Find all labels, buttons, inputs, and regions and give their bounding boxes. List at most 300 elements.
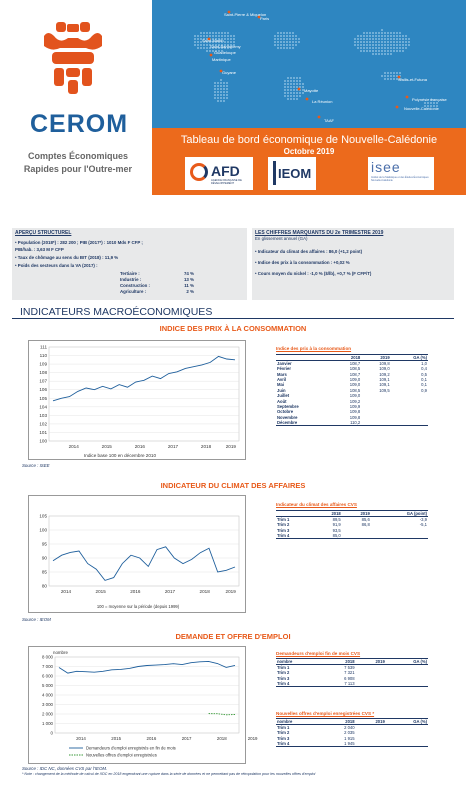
emploi-source: Source : IDC NC, données CVS par l'IEOM. (22, 766, 108, 771)
map-dot (405, 44, 407, 46)
map-dot (226, 85, 228, 87)
map-label: Saint-Barthélemy (210, 44, 241, 49)
table-cell: 2 035 (344, 730, 355, 736)
x-tick-label: 2018 (216, 736, 227, 741)
map-dot (369, 32, 371, 34)
map-dot (221, 35, 223, 37)
column-header: GA (%) (386, 659, 428, 665)
map-dot (296, 92, 298, 94)
map-label: Mayotte (304, 88, 319, 93)
table-cell: 109,5 (379, 387, 390, 393)
table-cell: Trim 1 (277, 725, 290, 730)
map-dot (387, 41, 389, 43)
map-dot (372, 41, 374, 43)
map-dot (230, 35, 232, 37)
table-cell: 109,2 (379, 371, 390, 377)
map-dot (289, 35, 291, 37)
map-dot (360, 35, 362, 37)
map-dot (292, 35, 294, 37)
map-dot (296, 80, 298, 82)
map-dot (393, 44, 395, 46)
map-dot (283, 47, 285, 49)
map-dot (378, 35, 380, 37)
x-tick-label: 2017 (167, 444, 179, 449)
map-dot (221, 32, 223, 34)
map-dot (296, 83, 298, 85)
map-dot (296, 86, 298, 88)
map-dot (372, 53, 374, 55)
table-cell (391, 420, 428, 426)
column-header: 2018 (332, 355, 361, 361)
map-dot (363, 38, 365, 40)
map-dot (214, 97, 216, 99)
map-dot (366, 44, 368, 46)
table-cell: Mai (277, 382, 284, 388)
map-dot (224, 32, 226, 34)
map-dot (223, 91, 225, 93)
map-dot (396, 35, 398, 37)
map-dot (284, 92, 286, 94)
map-dot (290, 89, 292, 91)
sector-row: Construction : 11 % (120, 283, 194, 288)
table-cell: Trim 2 (277, 670, 290, 676)
map-dot (295, 41, 297, 43)
map-dot (286, 32, 288, 34)
map-dot (384, 72, 386, 74)
map-dot (366, 32, 368, 34)
map-marker (318, 116, 321, 119)
table-cell: 85,0 (313, 533, 342, 539)
map-dot (402, 47, 404, 49)
brand-subtitle-line-2: Rapides pour l'Outre-mer (23, 164, 133, 174)
map-dot (274, 44, 276, 46)
map-label: Guadeloupe (214, 50, 236, 55)
map-dot (280, 32, 282, 34)
table-cell: 108,5 (349, 366, 361, 372)
chiffres-item: • Indicateur du climat des affaires : 86,0 (+1,2 point) (255, 249, 363, 254)
table-cell: 109,0 (349, 376, 361, 382)
isee-logo-text: isee (371, 159, 401, 175)
ieom-logo (268, 157, 316, 190)
emploi-table1-title: Demandeurs d'emploi fin de mois CVS (276, 651, 361, 656)
table-cell: Décembre (276, 420, 332, 426)
map-dot (399, 41, 401, 43)
map-dot (378, 38, 380, 40)
map-dot (375, 53, 377, 55)
apercu-item-text: Taux de chômage au sens du BIT (2018) : 11,9 % (17, 255, 119, 260)
table-cell: 109,1 (379, 376, 390, 382)
map-dot (226, 88, 228, 90)
map-dot (375, 38, 377, 40)
table-row (276, 533, 428, 539)
map-dot (366, 47, 368, 49)
apercu-box (12, 228, 247, 300)
table-cell: -5,1 (419, 522, 427, 528)
map-dot (284, 86, 286, 88)
map-dot (375, 44, 377, 46)
map-label: Guyane (222, 70, 237, 75)
y-tick-label: 7 000 (42, 664, 53, 669)
map-dot (280, 38, 282, 40)
table-cell: 1,0 (421, 361, 427, 366)
map-dot (283, 41, 285, 43)
map-dot (224, 41, 226, 43)
apercu-item: PIB/hab. : 3,63 M F CFP (15, 247, 64, 252)
map-dot (284, 89, 286, 91)
column-header: GA (%) (391, 355, 428, 361)
section-divider (12, 318, 454, 319)
map-dot (220, 94, 222, 96)
map-dot (293, 95, 295, 97)
ipc-source: Source : ISEE (22, 463, 50, 468)
map-dot (220, 85, 222, 87)
map-dot (405, 41, 407, 43)
map-dot (387, 47, 389, 49)
map-dot (223, 82, 225, 84)
map-dot (217, 94, 219, 96)
table-row (276, 681, 428, 687)
table-cell (342, 533, 371, 539)
chiffres-subtitle: En glissement annuel (GA) (255, 236, 308, 241)
map-dot (197, 41, 199, 43)
map-dot (280, 44, 282, 46)
map-dot (381, 41, 383, 43)
map-dot (387, 44, 389, 46)
y-tick-label: 109 (39, 361, 47, 367)
map-dot (393, 35, 395, 37)
y-tick-label: 108 (39, 370, 47, 376)
map-dot (215, 35, 217, 37)
emploi-title: DEMANDE ET OFFRE D'EMPLOI (175, 632, 291, 641)
map-dot (357, 38, 359, 40)
legend-label: Nouvelles offres d'emploi enregistrées (86, 752, 157, 758)
map-dot (206, 32, 208, 34)
table-cell: Juin (277, 387, 286, 393)
map-dot (396, 44, 398, 46)
map-marker (298, 88, 301, 91)
map-dot (360, 38, 362, 40)
map-dot (399, 50, 401, 52)
map-dot (399, 32, 401, 34)
map-dot (387, 72, 389, 74)
map-marker (396, 106, 399, 109)
map-dot (277, 44, 279, 46)
map-dot (283, 44, 285, 46)
column-header: nombre (276, 659, 322, 665)
map-dot (366, 41, 368, 43)
map-dot (372, 50, 374, 52)
map-dot (296, 77, 298, 79)
map-dot (381, 35, 383, 37)
map-dot (286, 44, 288, 46)
map-dot (360, 41, 362, 43)
map-dot (372, 38, 374, 40)
y-tick-label: 0 (50, 730, 53, 736)
map-label: Martinique (212, 57, 231, 62)
table-cell (361, 420, 390, 426)
map-dot (280, 35, 282, 37)
map-dot (223, 100, 225, 102)
emploi-table-2 (276, 718, 428, 747)
world-map-dots (152, 0, 466, 128)
map-dot (230, 41, 232, 43)
apercu-item: • Taux de chômage au sens du BIT (2018) : 11,9 % (15, 255, 119, 260)
map-dot (390, 53, 392, 55)
map-dot (402, 35, 404, 37)
map-dot (387, 75, 389, 77)
map-dot (299, 95, 301, 97)
map-dot (209, 35, 211, 37)
map-dot (378, 32, 380, 34)
y-tick-label: 2 000 (42, 711, 53, 717)
map-dot (287, 80, 289, 82)
map-dot (408, 44, 410, 46)
y-tick-label: 80 (41, 583, 47, 589)
map-dot (381, 38, 383, 40)
map-dot (293, 83, 295, 85)
map-dot (375, 35, 377, 37)
map-dot (399, 35, 401, 37)
y-tick-label: 100 (39, 438, 47, 444)
table-cell: 108,7 (349, 371, 361, 377)
map-dot (287, 83, 289, 85)
map-dot (354, 41, 356, 43)
table-cell: Août (277, 398, 287, 404)
map-dot (405, 38, 407, 40)
x-tick-label: 2016 (146, 736, 157, 741)
map-dot (369, 35, 371, 37)
map-dot (390, 44, 392, 46)
map-dot (363, 44, 365, 46)
map-dot (203, 44, 205, 46)
table-cell: 0,4 (421, 366, 427, 372)
map-dot (390, 50, 392, 52)
map-dot (430, 102, 432, 104)
map-dot (290, 77, 292, 79)
table-cell: 109,2 (349, 398, 361, 404)
map-dot (360, 44, 362, 46)
table-cell: Trim 3 (277, 675, 290, 681)
y-tick-label: 102 (39, 421, 47, 427)
map-dot (399, 38, 401, 40)
map-dot (384, 53, 386, 55)
table-cell: 108,5 (349, 387, 361, 393)
map-dot (277, 32, 279, 34)
map-dot (366, 50, 368, 52)
map-dot (393, 41, 395, 43)
section-title: INDICATEURS MACROÉCONOMIQUES (20, 306, 213, 318)
emploi-chart-svg (29, 647, 258, 765)
map-label: La Réunion (312, 99, 333, 104)
map-dot (299, 80, 301, 82)
map-dot (399, 72, 401, 74)
map-dot (393, 78, 395, 80)
map-dot (408, 41, 410, 43)
map-dot (399, 47, 401, 49)
ieom-logo-text: IEOM (278, 166, 312, 181)
map-dot (206, 47, 208, 49)
map-dot (372, 35, 374, 37)
map-dot (277, 41, 279, 43)
map-dot (424, 102, 426, 104)
map-label: TAAF (324, 118, 334, 123)
map-dot (292, 47, 294, 49)
map-dot (296, 95, 298, 97)
map-dot (194, 41, 196, 43)
table-cell: Trim 3 (277, 735, 290, 741)
afd-logo-icon (190, 163, 208, 181)
map-dot (280, 41, 282, 43)
report-title: Tableau de bord économique de Nouvelle-Calédonie (180, 134, 438, 146)
map-dot (390, 32, 392, 34)
map-dot (295, 35, 297, 37)
map-dot (214, 94, 216, 96)
ica-title: INDICATEUR DU CLIMAT DES AFFAIRES (160, 481, 306, 490)
map-dot (369, 38, 371, 40)
map-dot (393, 75, 395, 77)
table-cell (356, 741, 386, 747)
map-dot (290, 98, 292, 100)
map-dot (203, 35, 205, 37)
map-label: Saint-Pierre & Miquelon (224, 12, 267, 17)
emploi-table2-title: Nouvelles offres d'emploi enregistrées CVS * (276, 711, 375, 716)
column-header: 2018 (313, 511, 342, 517)
map-dot (293, 80, 295, 82)
map-dot (217, 88, 219, 90)
map-dot (369, 41, 371, 43)
table-cell: 109,8 (349, 409, 361, 415)
afd-logo-subtext: AGENCE FRANÇAISE DE DÉVELOPPEMENT (211, 179, 242, 185)
table-cell (371, 533, 428, 539)
y-tick-label: 4 000 (42, 692, 53, 698)
map-dot (200, 35, 202, 37)
map-dot (375, 41, 377, 43)
column-header: 2018 (322, 659, 355, 665)
map-dot (284, 95, 286, 97)
map-dot (378, 41, 380, 43)
brand-subtitle (8, 150, 148, 176)
map-dot (200, 47, 202, 49)
column-header: GA (point) (371, 511, 428, 517)
emploi-footnote: * Note : changement de la méthode de calcul de l'IDC en 2018 engendrant une rupture dans la série de données et ne permettant pas de rétropolation pour les nouvelles offres d'emploi (22, 772, 316, 776)
map-dot (363, 50, 365, 52)
map-dot (286, 41, 288, 43)
map-dot (357, 44, 359, 46)
map-label: Wallis-et-Futuna (398, 77, 427, 82)
table-cell: 7 539 (344, 665, 355, 670)
map-dot (372, 47, 374, 49)
ipc-table (276, 354, 428, 426)
map-dot (197, 47, 199, 49)
map-dot (226, 82, 228, 84)
map-dot (217, 100, 219, 102)
table-cell: 86,8 (361, 522, 370, 528)
map-dot (289, 44, 291, 46)
map-label: Polynésie française (412, 97, 447, 102)
chiffres-item: • Indice des prix à la consommation : +0,02 % (255, 260, 350, 265)
map-dot (366, 38, 368, 40)
table-cell: 0,9 (421, 387, 427, 393)
map-dot (378, 44, 380, 46)
map-dot (218, 32, 220, 34)
map-dot (215, 32, 217, 34)
map-dot (366, 35, 368, 37)
map-dot (292, 44, 294, 46)
map-dot (220, 82, 222, 84)
map-dot (381, 44, 383, 46)
table-cell (356, 681, 386, 687)
map-dot (277, 35, 279, 37)
map-dot (274, 38, 276, 40)
map-dot (354, 44, 356, 46)
map-dot (387, 78, 389, 80)
map-dot (227, 35, 229, 37)
map-dot (299, 77, 301, 79)
table-cell: Juillet (277, 393, 290, 399)
y-tick-label: 90 (41, 555, 47, 561)
map-dot (287, 95, 289, 97)
afd-logo-text: AFD (211, 163, 240, 179)
map-dot (293, 92, 295, 94)
column-header: 2019 (356, 719, 386, 725)
map-dot (393, 72, 395, 74)
table-cell: Trim 4 (276, 741, 322, 747)
map-dot (378, 53, 380, 55)
map-dot (217, 85, 219, 87)
map-label: Paris (260, 16, 270, 21)
y-tick-label: 8 000 (42, 654, 53, 660)
map-dot (277, 38, 279, 40)
table-cell: 109,8 (379, 361, 390, 366)
map-dot (224, 38, 226, 40)
map-dot (217, 91, 219, 93)
map-dot (209, 50, 211, 52)
map-dot (287, 86, 289, 88)
map-dot (375, 47, 377, 49)
table-cell: Trim 1 (277, 517, 290, 522)
map-dot (390, 75, 392, 77)
map-dot (387, 50, 389, 52)
y-tick-label: 85 (41, 569, 47, 575)
x-tick-label: 2015 (95, 589, 106, 594)
map-dot (212, 32, 214, 34)
map-dot (214, 85, 216, 87)
table-cell: 109,0 (349, 382, 361, 388)
map-dot (295, 38, 297, 40)
map-dot (287, 92, 289, 94)
map-dot (197, 38, 199, 40)
map-dot (298, 41, 300, 43)
table-cell: Trim 4 (276, 533, 313, 539)
map-dot (390, 72, 392, 74)
column-header: nombre (276, 719, 322, 725)
map-dot (293, 86, 295, 88)
brand-subtitle-line-1: Comptes Économiques (27, 151, 128, 161)
x-tick-label: 2014 (68, 444, 79, 449)
map-dot (220, 91, 222, 93)
map-dot (292, 32, 294, 34)
map-dot (381, 32, 383, 34)
table-cell: 93,5 (332, 527, 341, 533)
table-row (276, 741, 428, 747)
x-tick-label: 2019 (247, 736, 258, 741)
table-cell: Trim 1 (277, 665, 290, 670)
map-dot (223, 88, 225, 90)
x-tick-label: 2014 (76, 736, 86, 741)
y-tick-label: 104 (39, 404, 47, 410)
y-tick-label: 3 000 (42, 702, 53, 707)
map-dot (295, 44, 297, 46)
